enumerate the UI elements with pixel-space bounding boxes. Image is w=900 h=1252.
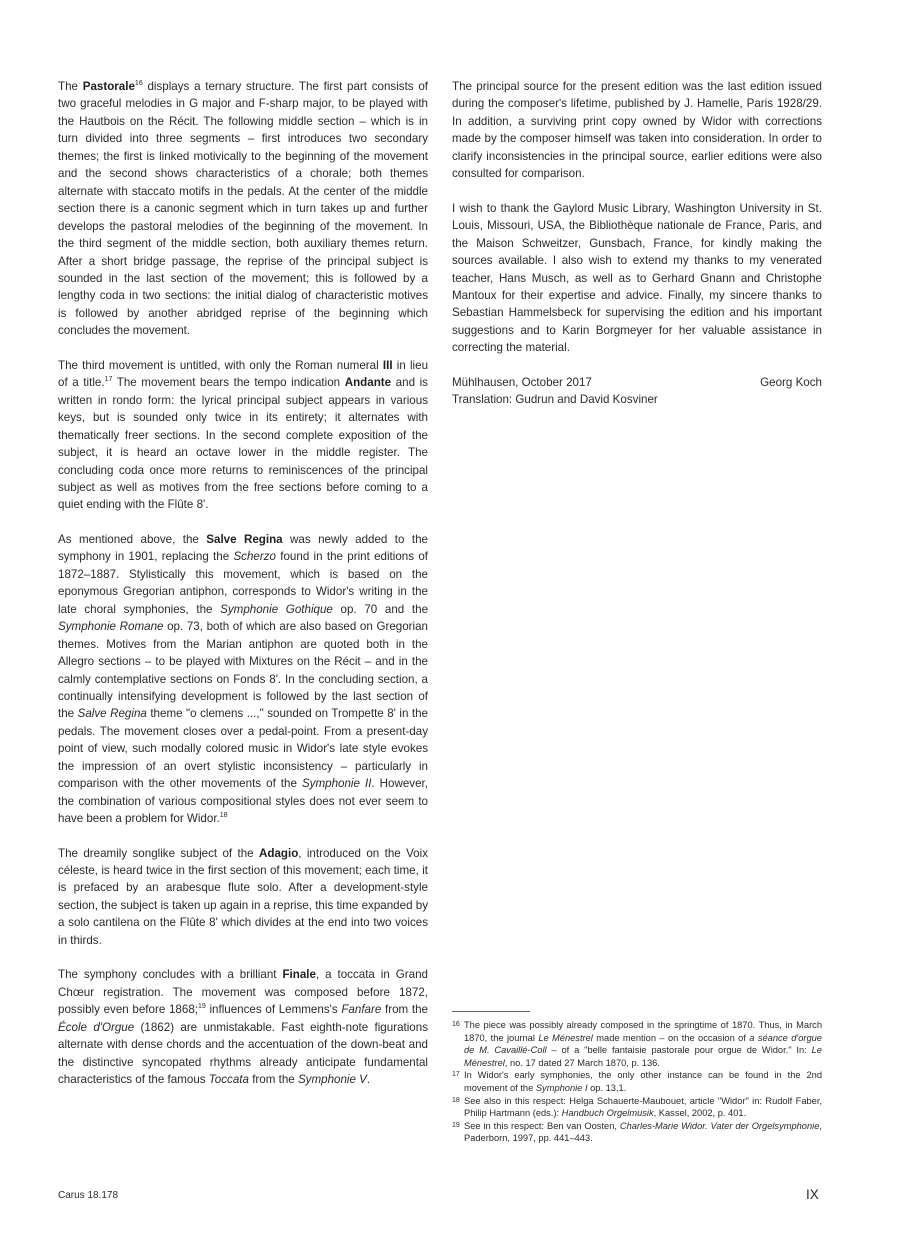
paragraph-pastorale: The Pastorale$^{16}$ displays a ternary structure. The first part consists of two graceful melodies in G major and F-sharp major, to be played with the Hautbois on the Récit. The following middle section – which is in turn divided into three segments – first introduces two secondary themes; the first is linked motivically to the beginning of the movement and the second shows characteristics of a chorale; both themes alternate with staccato motifs in the pedals. At the center of the middle section there is a canonic segment which in turn takes up and further develops the pastoral melodies of the beginning of the movement. In the third segment of the middle section, both auxiliary themes return. After a short bridge passage, the reprise of the principal subject is sounded in the last section of the movement; this is followed by a lengthy coda in two sections: the initial dialog of characteristic motives is followed by another abridged reprise of the beginning which concludes the movement. [58, 80, 429, 338]
paragraph-acknowledgements: I wish to thank the Gaylord Music Library, Washington University in St. Louis, Missouri, USA, the Bibliothèque nationale de France, Paris, and the Maison Schweitzer, Gunsbach, France, for kindly making the sources available. I also wish to extend my thanks to my venerated teacher, Hans Musch, as well as to Gerhard Gnann and Christophe Mantoux for their expertise and advice. Finally, my sincere thanks to Sebastian Hammelsbeck for supervising the edition and his important suggestions and to Karin Borgmeyer for her valuable assistance in correcting the material. [452, 201, 822, 355]
footnote-18 [452, 1095, 822, 1120]
translation-credit: Translation: Gudrun and David Kosviner [452, 393, 658, 407]
footnote-ref-19: 19 [197, 1003, 206, 1011]
footnote-17 [452, 1069, 822, 1094]
footnote-16 [452, 1019, 822, 1069]
footnote-ref-17: 17 [104, 376, 113, 384]
footnotes [452, 1019, 822, 1145]
footnote-text: See also in this respect: Helga Schauerte-Maubouet, article "Widor" in: Rudolf Faber, Philip Hartmann (eds.): Handbuch Orgelmusik, Kassel, 2002, p. 401. [464, 1095, 822, 1119]
footnote-19 [452, 1120, 822, 1145]
footnote-text: The piece was possibly already composed in the springtime of 1870. Thus, in March 1870, the journal Le Ménestrel made mention – on the occasion of a séance d'orgue de M. Cavaillé-Coll – of a "belle fantaisie pastorale pour orgue de Widor." In: Le Ménestrel, no. 17 dated 27 March 1870, p. 136. [464, 1020, 822, 1068]
term-III: III [382, 358, 393, 372]
left-column [58, 78, 428, 1105]
footnote-ref-16: 16 [134, 80, 143, 87]
term-finale: Finale [282, 968, 316, 982]
footnote-number: 17 [452, 1071, 460, 1079]
term-pastorale: Pastorale [82, 80, 135, 93]
term-adagio: Adagio [258, 846, 299, 860]
footnote-text: In Widor's early symphonies, the only other instance can be found in the 2nd movement of the Symphonie I op. 13,1. [464, 1070, 822, 1093]
footnote-ref-18: 18 [219, 812, 228, 820]
catalog-number: Carus 18.178 [58, 1190, 119, 1201]
paragraph-third-movement: The third movement is untitled, with only the Roman numeral III in lieu of a title.$^{17}$ The movement bears the tempo indication Andante and is written in rondo form: the lyrical principal subject appears in various keys, but is sounded only twice in its entirety; it alternates with thematically freer sections. In the second complete exposition of the subject, it is heard an octave lower in the middle register. The concluding coda once more returns to reminiscences of the principal subject as well as motives from the free sections before coming to a quiet ending with the Flûte 8'. [58, 358, 429, 512]
signature-line [452, 374, 822, 391]
term-andante: Andante [344, 376, 392, 390]
place-date: Mühlhausen, October 2017 [452, 375, 592, 389]
paragraph-finale: The symphony concludes with a brilliant Finale, a toccata in Grand Chœur registration. The movement was composed before 1872, possibly even before 1868;$^{19}$ influences of Lemmens's Fanfare from the École d'Orgue (1862) are unmistakable. Fast eighth-note figurations alternate with dense chords and the accentuation of the down-beat and the distinctive syncopated rhythms already anticipate fundamental characteristics of the famous Toccata from the Symphonie V. [58, 968, 429, 1087]
right-column [452, 78, 822, 409]
footnote-number: 18 [452, 1096, 460, 1104]
footnote-number: 16 [452, 1021, 460, 1028]
footnote-text: See in this respect: Ben van Oosten, Charles-Marie Widor. Vater der Orgelsymphonie, Paderborn, 1997, pp. 441–443. [464, 1120, 822, 1144]
term-salve-regina: Salve Regina [206, 532, 283, 546]
paragraph-sources: The principal source for the present edition was the last edition issued during the composer's lifetime, published by J. Hamelle, Paris 1928/29. In addition, a surviving print copy owned by Widor with corrections made by the composer himself was taken into consideration. In order to clarify inconsistencies in the principal source, earlier editions were also consulted for comparison. [452, 80, 822, 181]
author-name: Georg Koch [760, 375, 822, 389]
page-number: IX [806, 1187, 819, 1202]
footnote-number: 19 [452, 1121, 460, 1129]
footnote-divider [452, 1011, 530, 1012]
paragraph-salve-regina: As mentioned above, the Salve Regina was newly added to the symphony in 1901, replacing the Scherzo found in the print editions of 1872–1887. Stylistically this movement, which is based on the eponymous Gregorian antiphon, corresponds to Widor's writing in the late choral symphonies, the Symphonie Gothique op. 70 and the Symphonie Romane op. 73, both of which are also based on Gregorian themes. Motives from the Marian antiphon are quoted both in the Allegro sections – to be played with Mixtures on the Récit – and in the calmly contemplative sections on Fonds 8'. In the concluding section, a continually intensifying development is followed by the last section of the Salve Regina theme "o clemens ...," sounded on Trompette 8' in the pedals. The movement closes over a pedal-point. From a present-day point of view, such modally colored music in Widor's late style evokes the impression of an overt stylistic inconsistency – particularly in comparison with the other movements of the Symphonie II. However, the combination of various compositional styles does not ever seem to have been a problem for Widor.$^{18}$ [58, 532, 429, 826]
paragraph-adagio: The dreamily songlike subject of the Adagio, introduced on the Voix céleste, is heard twice in the first section of this movement; each time, it is prefaced by an arabesque flute solo. After a development-style section, the subject is taken up again in a reprise, this time expanded by a solo cantilena on the Flûte 8' which divides at the end into two voices in thirds. [58, 846, 428, 947]
